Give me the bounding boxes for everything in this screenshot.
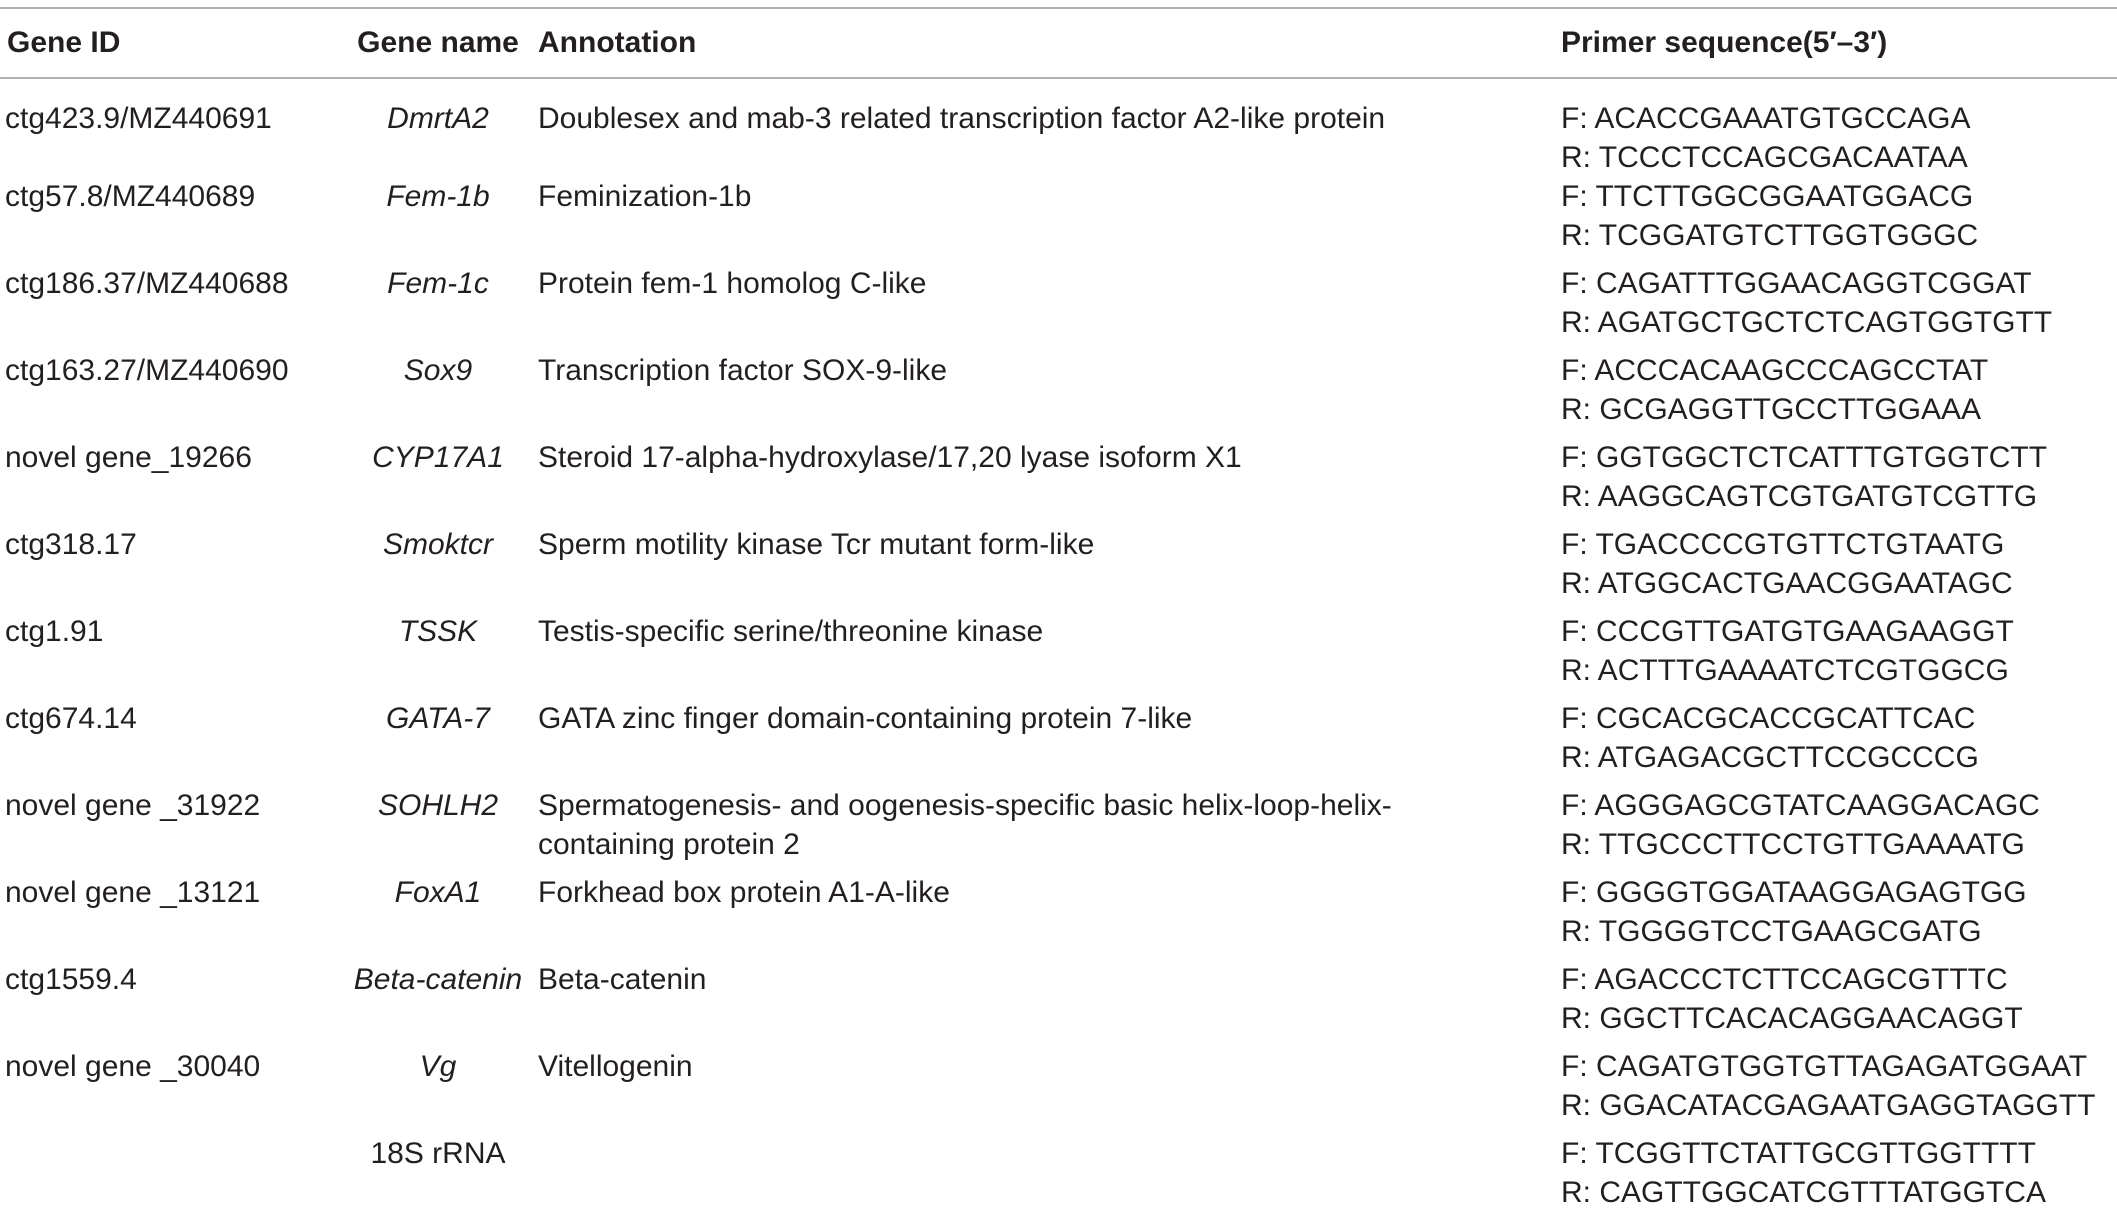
cell-gene-id: ctg674.14 (5, 702, 137, 735)
primer-forward: F: AGACCCTCTTCCAGCGTTTC (1561, 963, 2008, 996)
primer-forward: F: CAGATTTGGAACAGGTCGGAT (1561, 267, 2032, 300)
cell-gene-name: SOHLH2 (377, 789, 499, 822)
table-row (0, 177, 2117, 264)
header-gene-name: Gene name (357, 26, 519, 59)
cell-gene-name: DmrtA2 (387, 102, 489, 135)
cell-gene-id: ctg57.8/MZ440689 (5, 180, 256, 213)
cell-gene-id: novel gene _30040 (5, 1050, 261, 1083)
table-row (0, 525, 2117, 612)
table-row (0, 438, 2117, 525)
primer-forward: F: ACACCGAAATGTGCCAGA (1561, 102, 1971, 135)
primer-reverse: R: ATGAGACGCTTCCGCCCG (1561, 741, 1979, 774)
primer-reverse: R: GCGAGGTTGCCTTGGAAA (1561, 393, 1982, 426)
table-header (0, 8, 2117, 78)
table-row (0, 1134, 2117, 1214)
header-gene-id: Gene ID (7, 26, 121, 59)
primer-reverse: R: TGGGGTCCTGAAGCGATG (1561, 915, 1982, 948)
primer-forward: F: ACCCACAAGCCCAGCCTAT (1561, 354, 1989, 387)
primer-table (0, 7, 2117, 1214)
cell-gene-id: novel gene _31922 (5, 789, 261, 822)
cell-annotation: Beta-catenin (538, 963, 707, 996)
primer-reverse: R: AAGGCAGTCGTGATGTCGTTG (1561, 480, 2038, 513)
cell-gene-name: Beta-catenin (353, 963, 523, 996)
cell-gene-name: FoxA1 (394, 876, 482, 909)
primer-reverse: R: TCCCTCCAGCGACAATAA (1561, 141, 1968, 174)
header-primer-sequence: Primer sequence(5′–3′) (1561, 26, 1888, 59)
cell-gene-id: ctg1.91 (5, 615, 104, 648)
cell-gene-id: novel gene_19266 (5, 441, 252, 474)
cell-gene-id: ctg423.9/MZ440691 (5, 102, 272, 135)
header-annotation: Annotation (538, 26, 697, 59)
table-row (0, 1047, 2117, 1134)
cell-primer (1561, 351, 2117, 438)
cell-primer (1561, 699, 2117, 786)
cell-gene-name: Fem-1c (387, 267, 489, 300)
primer-forward: F: TTCTTGGCGGAATGGACG (1561, 180, 1974, 213)
table-row (0, 78, 2117, 177)
cell-primer (1561, 78, 2117, 177)
cell-annotation: Transcription factor SOX-9-like (538, 354, 948, 387)
cell-gene-name: Sox9 (403, 354, 473, 387)
cell-primer (1561, 786, 2117, 873)
primer-forward: F: CGCACGCACCGCATTCAC (1561, 702, 1976, 735)
cell-gene-name: TSSK (398, 615, 478, 648)
primer-reverse: R: AGATGCTGCTCTCAGTGGTGTT (1561, 306, 2053, 339)
cell-gene-name: GATA-7 (386, 702, 490, 735)
cell-annotation: Spermatogenesis- and oogenesis-specific basic helix-loop-helix-containing protein 2 (538, 789, 1392, 861)
primer-reverse: R: CAGTTGGCATCGTTTATGGTCA (1561, 1176, 2046, 1209)
primer-forward: F: CAGATGTGGTGTTAGAGATGGAAT (1561, 1050, 2088, 1083)
cell-annotation: Vitellogenin (538, 1050, 693, 1083)
cell-primer (1561, 1047, 2117, 1134)
cell-primer (1561, 873, 2117, 960)
cell-annotation: Protein fem-1 homolog C-like (538, 267, 927, 300)
table-row (0, 960, 2117, 1047)
cell-gene-id (0, 1134, 338, 1214)
table-row (0, 699, 2117, 786)
cell-annotation: Forkhead box protein A1-A-like (538, 876, 950, 909)
cell-annotation: Sperm motility kinase Tcr mutant form-like (538, 528, 1095, 561)
primer-forward: F: AGGGAGCGTATCAAGGACAGC (1561, 789, 2040, 822)
cell-gene-id: ctg186.37/MZ440688 (5, 267, 289, 300)
cell-primer (1561, 525, 2117, 612)
cell-primer (1561, 438, 2117, 525)
cell-gene-id: novel gene _13121 (5, 876, 261, 909)
primer-reverse: R: GGCTTCACACAGGAACAGGT (1561, 1002, 2023, 1035)
cell-gene-name: Fem-1b (386, 180, 490, 213)
table-body (0, 78, 2117, 1214)
cell-annotation: Feminization-1b (538, 180, 752, 213)
cell-annotation (538, 1134, 1561, 1214)
cell-gene-name: Smoktcr (382, 528, 493, 561)
header-row (0, 8, 2117, 78)
table-row (0, 351, 2117, 438)
primer-forward: F: GGTGGCTCTCATTTGTGGTCTT (1561, 441, 2048, 474)
table-row (0, 873, 2117, 960)
cell-annotation: GATA zinc finger domain-containing protein 7-like (538, 702, 1193, 735)
cell-gene-id: ctg1559.4 (5, 963, 137, 996)
cell-annotation: Steroid 17-alpha-hydroxylase/17,20 lyase isoform X1 (538, 441, 1242, 474)
primer-reverse: R: TTGCCCTTCCTGTTGAAAATG (1561, 828, 2025, 861)
table-row (0, 786, 2117, 873)
cell-annotation: Doublesex and mab-3 related transcription factor A2-like protein (538, 102, 1386, 135)
cell-annotation: Testis-specific serine/threonine kinase (538, 615, 1044, 648)
primer-forward: F: TGACCCCGTGTTCTGTAATG (1561, 528, 2005, 561)
cell-gene-id: ctg318.17 (5, 528, 137, 561)
primer-forward: F: TCGGTTCTATTGCGTTGGTTTT (1561, 1137, 2036, 1170)
cell-primer (1561, 612, 2117, 699)
primer-forward: F: GGGGTGGATAAGGAGAGTGG (1561, 876, 2027, 909)
primer-forward: F: CCCGTTGATGTGAAGAAGGT (1561, 615, 2014, 648)
cell-gene-name: Vg (419, 1050, 457, 1083)
cell-primer (1561, 177, 2117, 264)
primer-reverse: R: ATGGCACTGAACGGAATAGC (1561, 567, 2013, 600)
cell-gene-id: ctg163.27/MZ440690 (5, 354, 289, 387)
cell-primer (1561, 960, 2117, 1047)
table-row (0, 264, 2117, 351)
cell-gene-name: 18S rRNA (370, 1137, 506, 1170)
primer-reverse: R: GGACATACGAGAATGAGGTAGGTT (1561, 1089, 2096, 1122)
table-row (0, 612, 2117, 699)
primer-reverse: R: ACTTTGAAAATCTCGTGGCG (1561, 654, 2009, 687)
cell-gene-name: CYP17A1 (372, 441, 504, 474)
primer-reverse: R: TCGGATGTCTTGGTGGGC (1561, 219, 1979, 252)
cell-primer (1561, 264, 2117, 351)
cell-primer (1561, 1134, 2117, 1214)
